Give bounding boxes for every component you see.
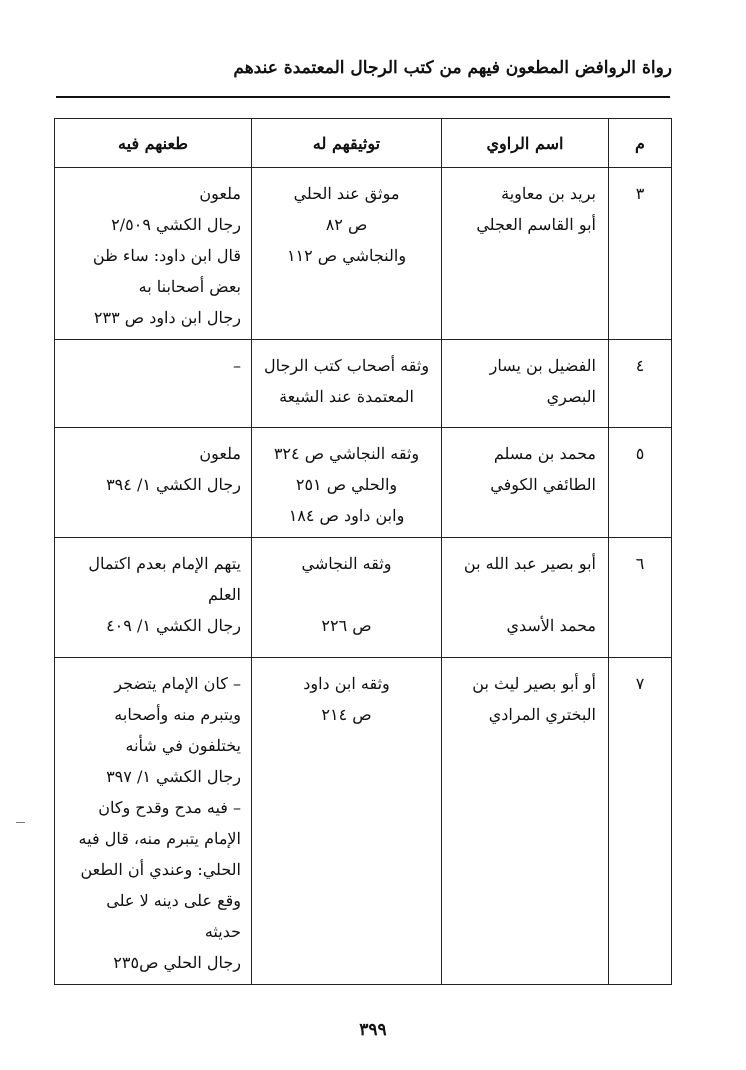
column-header-taan: طعنهم فيه (55, 119, 252, 168)
narrator-name (442, 428, 609, 538)
tawthiq-cell (252, 428, 442, 538)
row-number-text: ٧ (635, 674, 645, 693)
narrator-name-line: البصري (546, 387, 596, 406)
taan-cell-line: بعض أصحابنا به (138, 277, 241, 296)
narrator-name-line (450, 579, 596, 610)
running-head-title: رواة الروافض المطعون فيهم من كتب الرجال المعتمدة عندهم (233, 58, 672, 78)
narrator-name-line: الفضيل بن يسار (489, 356, 596, 375)
narrator-name (442, 168, 609, 340)
narrator-name (442, 658, 609, 985)
narrator-name-line: بريد بن معاوية (501, 184, 596, 203)
tawthiq-cell-line: والحلي ص ٢٥١ (295, 475, 398, 494)
tawthiq-cell-line: ص ٨٢ (325, 215, 368, 234)
narrators-table (54, 118, 672, 985)
tawthiq-cell-line: والنجاشي ص ١١٢ (286, 246, 407, 265)
taan-cell-line: رجال الكشي ١/ ٣٩٧ (106, 767, 241, 786)
row-number (609, 168, 672, 340)
taan-cell-line: يختلفون في شأنه (125, 736, 241, 755)
taan-cell-line: – (233, 356, 241, 375)
taan-cell-line: رجال الحلي ص٢٣٥ (113, 953, 241, 972)
table-body (55, 168, 672, 985)
row-number (609, 658, 672, 985)
taan-cell (55, 658, 252, 985)
taan-cell-line: وقع على دينه لا على (106, 891, 241, 910)
tawthiq-cell (252, 168, 442, 340)
taan-cell-line: ملعون (199, 184, 241, 203)
table-header-row (55, 119, 672, 168)
taan-cell-line: حديثه (204, 922, 241, 941)
tawthiq-cell (252, 538, 442, 658)
tawthiq-cell (252, 658, 442, 985)
narrator-name (442, 340, 609, 428)
row-number (609, 428, 672, 538)
column-header-tawthiq: توثيقهم له (252, 119, 442, 168)
tawthiq-cell-line: وابن داود ص ١٨٤ (288, 506, 405, 525)
column-header-number: م (609, 119, 672, 168)
page-number: ٣٩٩ (359, 1020, 387, 1040)
taan-cell (55, 428, 252, 538)
taan-cell-line: الإمام يتبرم منه، قال فيه (78, 829, 241, 848)
taan-cell-line: الحلي: وعندي أن الطعن (80, 860, 241, 879)
taan-cell-line: العلم (208, 585, 241, 604)
narrator-name-line: الطائفي الكوفي (490, 475, 596, 494)
narrator-name-line: أو أبو بصير ليث بن (472, 674, 596, 693)
row-number-text: ٥ (635, 444, 645, 463)
tawthiq-cell-line: وثقه أصحاب كتب الرجال (263, 356, 430, 375)
row-number-text: ٤ (635, 356, 645, 375)
narrator-name-line: البختري المرادي (488, 705, 596, 724)
taan-cell-line: رجال ابن داود ص ٢٣٣ (93, 308, 241, 327)
taan-cell-line: ملعون (199, 444, 241, 463)
tawthiq-cell-line: وثقه ابن داود (303, 674, 390, 693)
taan-cell-line: – فيه مدح وقدح وكان (98, 798, 241, 817)
taan-cell-line: يتهم الإمام بعدم اكتمال (88, 554, 241, 573)
header-rule (56, 96, 670, 98)
row-number-text: ٦ (635, 554, 645, 573)
tawthiq-cell-line: ص ٢١٤ (321, 705, 372, 724)
taan-cell-line: ويتبرم منه وأصحابه (114, 705, 241, 724)
taan-cell-line: – كان الإمام يتضجر (114, 674, 241, 693)
tawthiq-cell-line: المعتمدة عند الشيعة (279, 387, 414, 406)
tawthiq-cell-line: ص ٢٢٦ (321, 616, 372, 635)
row-number (609, 340, 672, 428)
taan-cell (55, 340, 252, 428)
tawthiq-cell-line (260, 579, 433, 610)
narrator-name-line: محمد بن مسلم (493, 444, 596, 463)
table-row (55, 538, 672, 658)
taan-cell (55, 168, 252, 340)
margin-mark (16, 822, 25, 823)
table-row (55, 658, 672, 985)
narrator-name (442, 538, 609, 658)
taan-cell-line: رجال الكشي ١/ ٤٠٩ (106, 616, 241, 635)
taan-cell-line: رجال الكشي ١/ ٣٩٤ (106, 475, 241, 494)
row-number-text: ٣ (635, 184, 645, 203)
column-header-name: اسم الراوي (442, 119, 609, 168)
table-row (55, 428, 672, 538)
table-row (55, 168, 672, 340)
narrator-name-line: محمد الأسدي (506, 616, 596, 635)
narrator-name-line: أبو بصير عبد الله بن (463, 554, 596, 573)
taan-cell (55, 538, 252, 658)
row-number (609, 538, 672, 658)
narrator-name-line: أبو القاسم العجلي (476, 215, 596, 234)
tawthiq-cell (252, 340, 442, 428)
table-row (55, 340, 672, 428)
tawthiq-cell-line: موثق عند الحلي (293, 184, 400, 203)
taan-cell-line: رجال الكشي ٢/٥٠٩ (111, 215, 241, 234)
taan-cell-line: قال ابن داود: ساء ظن (92, 246, 241, 265)
tawthiq-cell-line: وثقه النجاشي (301, 554, 392, 573)
tawthiq-cell-line: وثقه النجاشي ص ٣٢٤ (273, 444, 420, 463)
